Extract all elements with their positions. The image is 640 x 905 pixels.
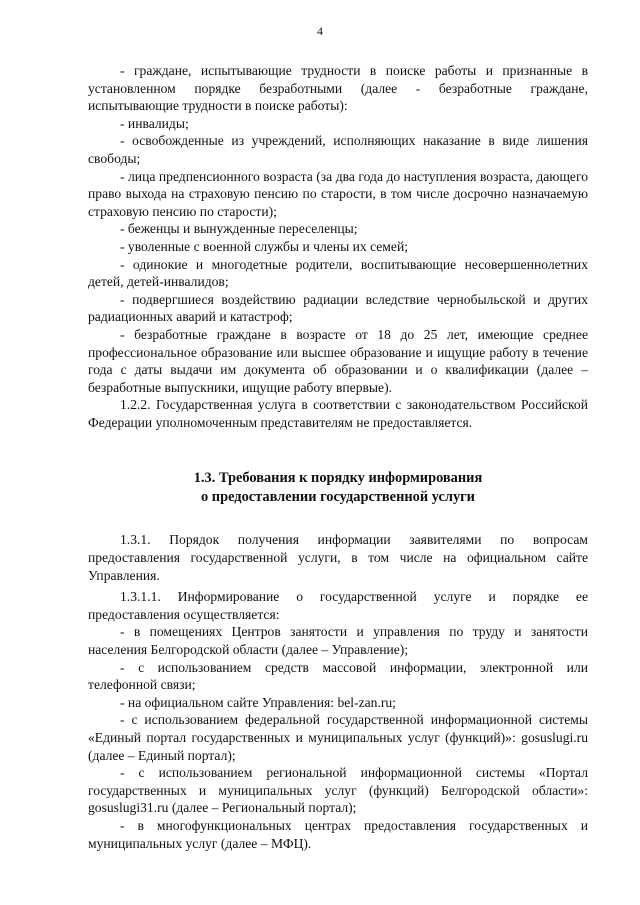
heading-line-1: 1.3. Требования к порядку информирования [193,470,483,487]
list-item-mfc: - в многофункциональных центрах предоставления государственных и муниципальных услуг (далее – МФЦ). [88,817,588,851]
page-number: 4 [317,24,323,38]
list-item-premises: - в помещениях Центров занятости и управления по труду и занятости населения Белгородской области (далее – Управление); [88,624,588,658]
list-item-refugees: - беженцы и вынужденные переселенцы; [120,221,358,237]
list-item-released: - освобожденные из учреждений, исполняющих наказание в виде лишения свободы; [88,133,588,166]
document-body [88,62,588,852]
section-heading-1-3 [88,469,588,507]
list-item-media: - с использованием средств массовой информации, электронной или телефонной связи; [88,659,588,693]
list-item-pre-retirement: - лица предпенсионного возраста (за два года до наступления возраста, дающего право выхода на страховую пенсию по старости, в том числе досрочно назначаемую страховую пенсию по старости); [88,168,588,219]
list-item-disabled: - инвалиды; [120,115,189,131]
list-item-website: - на официальном сайте Управления: bel-zan.ru; [120,694,396,710]
paragraph-1-3-1-1: 1.3.1.1. Информирование о государственной услуге и порядке ее предоставления осуществляется: [88,589,588,622]
paragraph-1-3-1: 1.3.1. Порядок получения информации заявителями по вопросам предоставления государственной услуги, в том числе на официальном сайте Управления. [88,532,588,583]
list-item-radiation: - подвергшиеся воздействию радиации вследствие чернобыльской и других радиационных аварий и катастроф; [88,291,588,325]
paragraph-1-2-2: 1.2.2. Государственная услуга в соответствии с законодательством Российской Федерации уполномоченным представителям не предоставляется. [88,397,588,430]
paragraph-unemployed-difficulties: - граждане, испытывающие трудности в поиске работы и признанные в установленном порядке безработными (далее - безработные граждане, испытывающие трудности в поиске работы): [88,63,588,114]
list-item-parents: - одинокие и многодетные родители, воспитывающие несовершеннолетних детей, детей-инвалидов; [88,256,588,290]
list-item-graduates: - безработные граждане в возрасте от 18 до 25 лет, имеющие среднее профессиональное образование или высшее образование и ищущие работу в течение года с даты выдачи им документа об образовании и о квалификации (далее – безработные выпускники, ищущие работу впервые). [88,326,588,395]
list-item-regional-portal: - с использованием региональной информационной системы «Портал государственных и муниципальных услуг (функций) Белгородской области»: gosuslugi31.ru (далее – Региональный портал); [88,765,588,816]
list-item-federal-portal: - с использованием федеральной государственной информационной системы «Единый портал государственных и муниципальных услуг (функций)»: gosuslugi.ru (далее – Единый портал); [88,712,588,763]
list-item-military: - уволенные с военной службы и члены их семей; [120,238,408,254]
heading-line-2: о предоставлении государственной услуги [201,489,475,506]
